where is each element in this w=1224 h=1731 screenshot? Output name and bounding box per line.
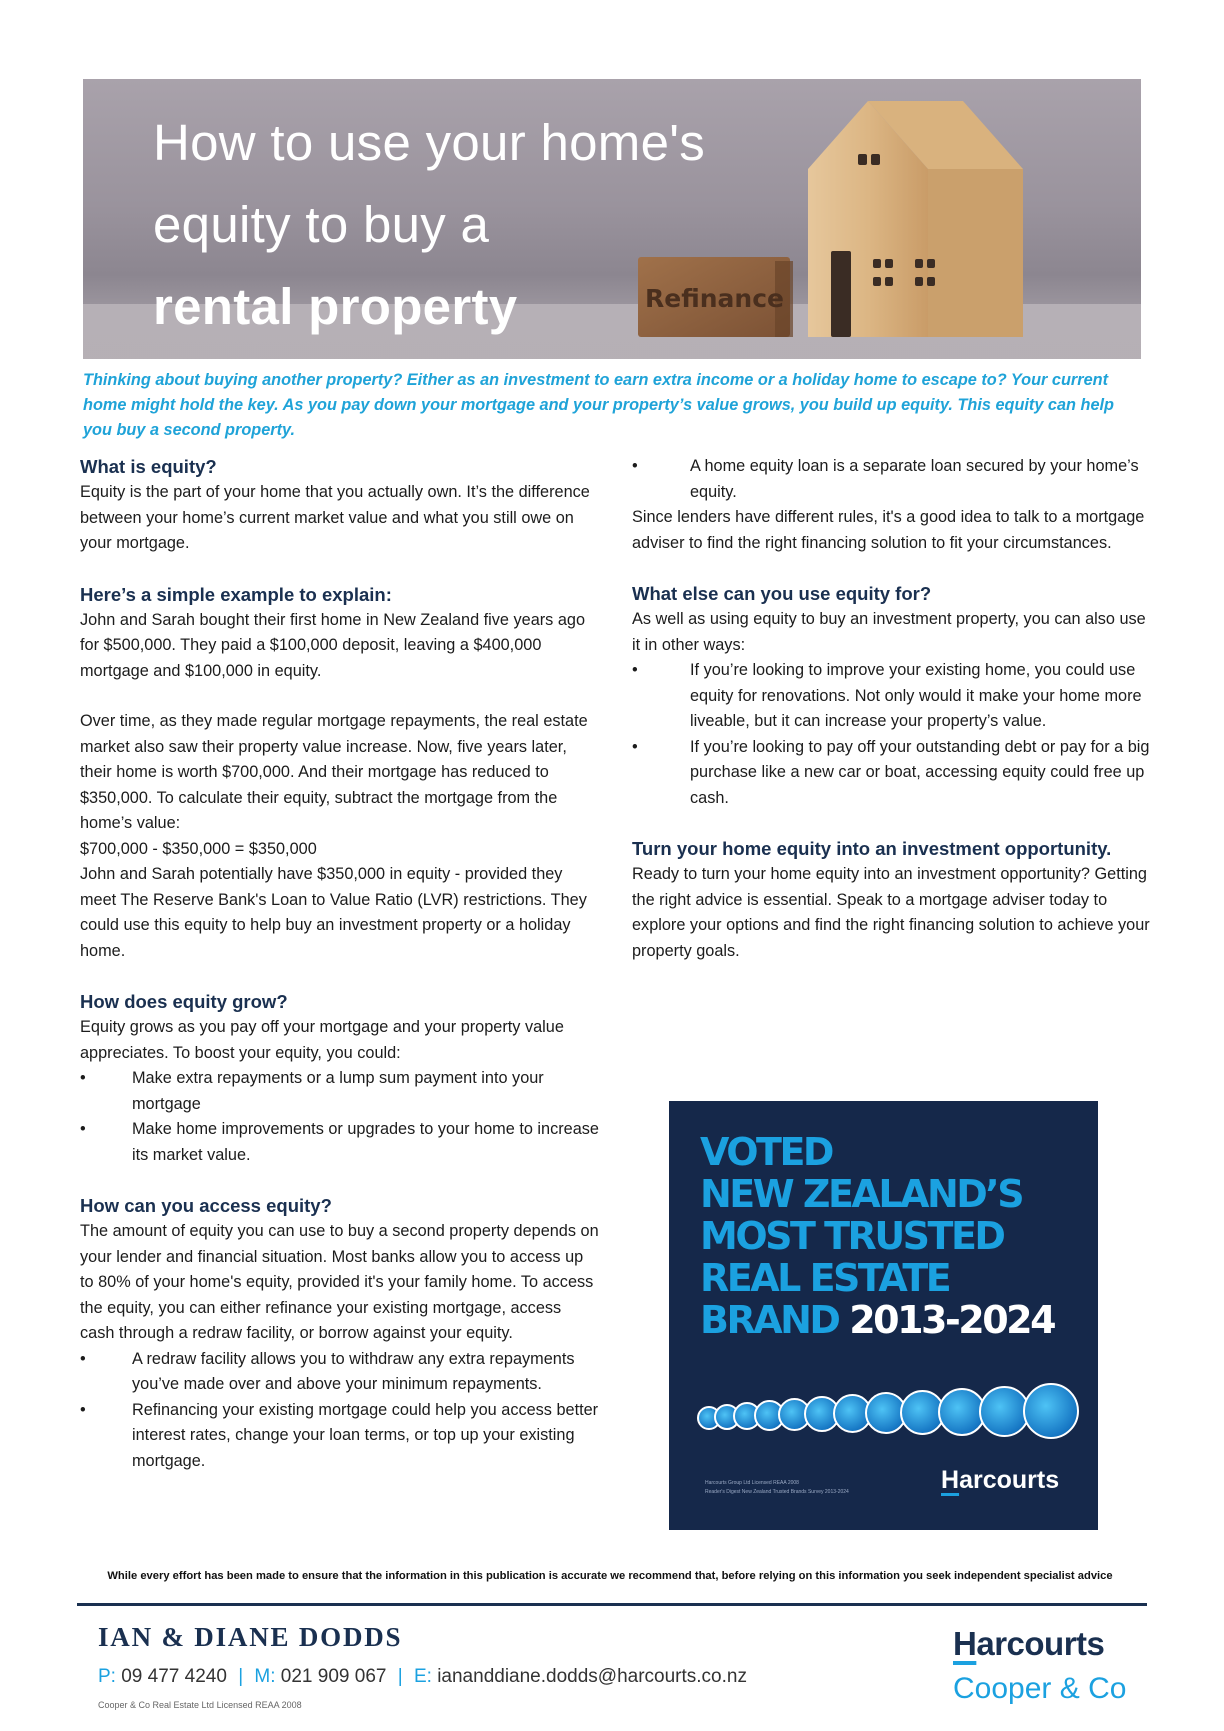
intro-text: Thinking about buying another property? Either as an investment to earn extra income or a holiday home to escape to? Your current home might hold the key. As you pay down your mortgage and your property’s value grows, you build up equity. This equity can help you buy a second property. [83, 371, 1114, 439]
award-badges [697, 1383, 1077, 1443]
award-badge-icon [1023, 1383, 1079, 1439]
bullet-list [80, 1066, 600, 1168]
mobile-label: M: [254, 1666, 276, 1687]
heading-other-uses: What else can you use equity for? [632, 583, 932, 604]
list-item: • A home equity loan is a separate loan secured by your home’s equity. [632, 454, 1152, 505]
separator: | [397, 1666, 403, 1687]
bullet-icon: • [80, 1349, 86, 1368]
heading-simple-example: Here’s a simple example to explain: [80, 583, 392, 605]
email-link[interactable]: iananddiane.dodds@harcourts.co.nz [437, 1666, 747, 1687]
separator: | [238, 1666, 244, 1687]
heading-how-equity-grows: How does equity grow? [80, 991, 288, 1012]
paragraph: Equity is the part of your home that you actually own. It’s the difference between your home’s current market value and what you still owe on your mortgage. [80, 483, 590, 552]
refinance-label: Refinance [645, 284, 784, 313]
hero-banner [83, 79, 1141, 359]
list-item: • Make home improvements or upgrades to your home to increase its market value. [80, 1117, 600, 1168]
phone-number[interactable]: 09 477 4240 [121, 1666, 227, 1687]
list-item: • Make extra repayments or a lump sum payment into your mortgage [80, 1066, 600, 1117]
heading-what-is-equity: What is equity? [80, 456, 217, 477]
wooden-house-illustration [603, 79, 1033, 359]
bullet-list [80, 1347, 600, 1475]
list-item: • If you’re looking to improve your existing home, you could use equity for renovations. Not only would it make your home more liveable, but it can increase your property’s value. [632, 658, 1152, 735]
trusted-brand-ad [669, 1101, 1098, 1530]
bullet-icon: • [632, 661, 638, 679]
license-text: Cooper & Co Real Estate Ltd Licensed REAA 2008 [98, 1700, 302, 1710]
paragraph: As well as using equity to buy an investment property, you can also use it in other ways: [632, 610, 1146, 654]
refinance-block [638, 257, 793, 337]
paragraph: Equity grows as you pay off your mortgage and your property value appreciates. To boost your equity, you could: [80, 1018, 564, 1062]
footer-divider [77, 1603, 1147, 1606]
bullet-list [632, 454, 1152, 505]
paragraph: Over time, as they made regular mortgage repayments, the real estate market also saw their property value increase. Now, five years later, their home is worth $700,000. And their mortgage has reduced to $350,000. To calculate their equity, subtract the mortgage from the home’s value: [80, 712, 588, 832]
hero-title-line1: How to use your home's [153, 114, 706, 171]
harcourts-logo: Harcourts [953, 1625, 1105, 1662]
bullet-icon: • [80, 1120, 86, 1138]
list-item: • Refinancing your existing mortgage could help you access better interest rates, change your loan terms, or top up your existing mortgage. [80, 1398, 600, 1475]
paragraph: John and Sarah bought their first home in New Zealand five years ago for $500,000. They paid a $100,000 deposit, leaving a $400,000 mortgage and $100,000 in equity. [80, 610, 586, 680]
mobile-number[interactable]: 021 909 067 [280, 1666, 387, 1687]
ad-fine-print: Harcourts Group Ltd Licensed REAA 2008 Reader's Digest New Zealand Trusted Brands Survey 2013-2024 [705, 1480, 849, 1495]
ad-harcourts-logo: Harcourts [941, 1466, 1060, 1494]
email-label: E: [413, 1666, 432, 1687]
cooper-co-logo-text: Cooper & Co [953, 1672, 1127, 1705]
bullet-icon: • [80, 1069, 86, 1087]
paragraph: John and Sarah potentially have $350,000 in equity - provided they meet The Reserve Bank's Loan to Value Ratio (LVR) restrictions. They could use this equity to help buy an investment property or a holiday home. [80, 865, 587, 960]
paragraph: Ready to turn your home equity into an investment opportunity? Getting the right advice is essential. Speak to a mortgage adviser today to explore your options and find the right financing solution to achieve your property goals. [632, 865, 1150, 960]
heading-access-equity: How can you access equity? [80, 1195, 332, 1216]
bullet-icon: • [80, 1400, 86, 1419]
paragraph: The amount of equity you can use to buy a second property depends on your lender and financial situation. Most banks allow you to access up to 80% of your home's equity, provided it's your family home. To access the equity, you can either refinance your existing mortgage, access cash through a redraw facility, or borrow against your equity. [80, 1222, 599, 1342]
ad-headline: VOTED NEW ZEALAND’S MOST TRUSTED REAL ESTATE BRAND 2013-2024 [700, 1130, 1055, 1342]
left-column [80, 454, 600, 1474]
right-column [632, 454, 1152, 964]
contact-line [98, 1666, 747, 1688]
house [808, 101, 1023, 337]
list-item: • A redraw facility allows you to withdraw any extra repayments you’ve made over and above your minimum repayments. [80, 1347, 600, 1398]
paragraph: Since lenders have different rules, it's a good idea to talk to a mortgage adviser to find the right financing solution to fit your circumstances. [632, 508, 1145, 552]
phone-label: P: [98, 1666, 116, 1687]
bullet-icon: • [632, 457, 638, 475]
heading-turn-equity: Turn your home equity into an investment opportunity. [632, 838, 1112, 859]
bullet-list [632, 658, 1152, 811]
disclaimer: While every effort has been made to ensure that the information in this publication is accurate we recommend that, before relying on this information you seek independent specialist advice [107, 1570, 1113, 1582]
agent-name: IAN & DIANE DODDS [98, 1622, 403, 1652]
bullet-icon: • [632, 737, 638, 756]
hero-title-line3: rental property [153, 278, 518, 335]
equity-calculation: $700,000 - $350,000 = $350,000 [80, 839, 317, 858]
list-item: • If you’re looking to pay off your outstanding debt or pay for a big purchase like a new car or boat, accessing equity could free up cash. [632, 735, 1152, 812]
hero-title-line2: equity to buy a [153, 196, 490, 253]
